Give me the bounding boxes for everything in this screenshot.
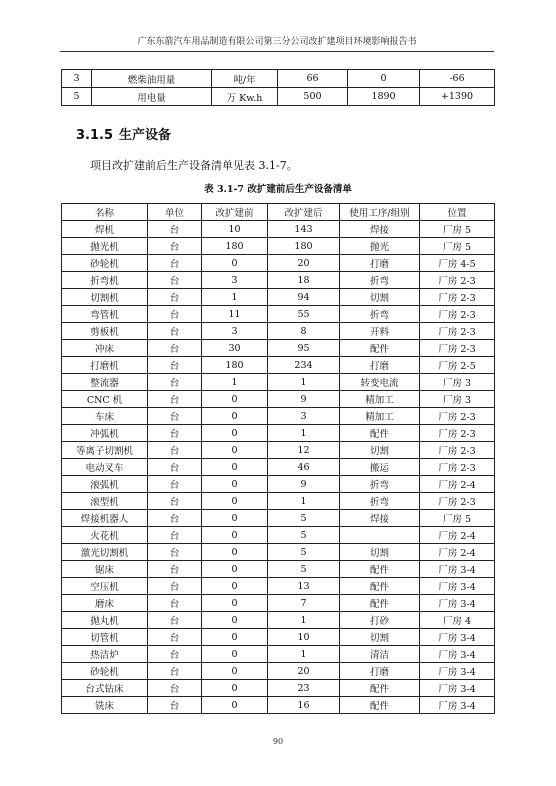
table-cell: 弯管机: [62, 306, 148, 323]
table-cell: 配件: [340, 697, 420, 714]
table-cell: 台: [148, 680, 202, 697]
table-cell: 厂房 5: [420, 221, 495, 238]
table-row: [62, 289, 495, 306]
table-row: [62, 357, 495, 374]
table-header-row: [62, 204, 495, 221]
resource-consumption-table: [61, 69, 495, 106]
table-cell: 0: [202, 612, 268, 629]
table-row: [62, 425, 495, 442]
table-cell: 焊接: [340, 221, 420, 238]
table-cell: 切割: [340, 544, 420, 561]
table-cell: 铣床: [62, 697, 148, 714]
table-cell: 焊接机器人: [62, 510, 148, 527]
table-cell: 5: [268, 510, 340, 527]
table-cell: 焊机: [62, 221, 148, 238]
table-cell: 激光切割机: [62, 544, 148, 561]
section-number: 3.1.5: [76, 128, 114, 143]
table-cell: 0: [202, 646, 268, 663]
table-cell: 配件: [340, 425, 420, 442]
table-cell: 折弯: [340, 476, 420, 493]
table-cell: 整流器: [62, 374, 148, 391]
table-cell: 台: [148, 629, 202, 646]
table-cell: 0: [202, 493, 268, 510]
table-cell: 折弯: [340, 306, 420, 323]
table-cell: 台: [148, 595, 202, 612]
table-cell: 7: [268, 595, 340, 612]
column-header: 改扩建后: [268, 204, 340, 221]
table-cell: 厂房 3-4: [420, 578, 495, 595]
table-cell: 滚型机: [62, 493, 148, 510]
table-cell: 厂房 2-3: [420, 272, 495, 289]
table-cell: 厂房 3-4: [420, 663, 495, 680]
table-cell: 0: [202, 697, 268, 714]
table-cell: 55: [268, 306, 340, 323]
column-header: 位置: [420, 204, 495, 221]
table-cell: 折弯机: [62, 272, 148, 289]
table-cell: 3: [62, 70, 92, 88]
table-row: [62, 612, 495, 629]
intro-paragraph: 项目改扩建前后生产设备清单见表 3.1-7。: [90, 159, 298, 172]
table-cell: 万 Kw.h: [212, 88, 278, 106]
table-cell: 火花机: [62, 527, 148, 544]
table-row: [62, 561, 495, 578]
table-cell: 台: [148, 408, 202, 425]
table-cell: 234: [268, 357, 340, 374]
table-cell: 厂房 3-4: [420, 697, 495, 714]
table-cell: 剪板机: [62, 323, 148, 340]
table-cell: 台: [148, 697, 202, 714]
table-cell: 折弯: [340, 272, 420, 289]
table-cell: 9: [268, 476, 340, 493]
table-cell: 0: [202, 425, 268, 442]
table-caption: 表 3.1-7 改扩建前后生产设备清单: [204, 184, 352, 195]
table-cell: 0: [202, 680, 268, 697]
table-cell: 打磨机: [62, 357, 148, 374]
table-cell: 厂房 2-3: [420, 493, 495, 510]
table-cell: 打砂: [340, 612, 420, 629]
table-row: [62, 663, 495, 680]
table-cell: 锯床: [62, 561, 148, 578]
table-cell: 1890: [348, 88, 420, 106]
table-cell: 厂房 3-4: [420, 629, 495, 646]
table-cell: 厂房 2-3: [420, 306, 495, 323]
table-cell: 搬运: [340, 459, 420, 476]
table-cell: 厂房 3-4: [420, 595, 495, 612]
table-cell: 转变电流: [340, 374, 420, 391]
table-row: [62, 578, 495, 595]
table-cell: 台: [148, 289, 202, 306]
table-cell: 0: [202, 510, 268, 527]
table-cell: 厂房 4-5: [420, 255, 495, 272]
table-cell: 0: [202, 391, 268, 408]
table-cell: 台: [148, 306, 202, 323]
section-heading: [76, 127, 177, 145]
table-cell: 0: [202, 255, 268, 272]
table-cell: 0: [202, 459, 268, 476]
table-cell: 厂房 3-4: [420, 561, 495, 578]
table-cell: 5: [62, 88, 92, 106]
table-cell: 厂房 2-3: [420, 323, 495, 340]
table-cell: 切割机: [62, 289, 148, 306]
table-cell: 9: [268, 391, 340, 408]
table-row: [62, 70, 495, 88]
table-cell: 切割: [340, 289, 420, 306]
table-cell: 0: [202, 527, 268, 544]
table-cell: 1: [268, 374, 340, 391]
table-cell: 8: [268, 323, 340, 340]
table-cell: +1390: [420, 88, 495, 106]
table-cell: 切割: [340, 442, 420, 459]
table-cell: 10: [268, 629, 340, 646]
section-title: 生产设备: [119, 128, 172, 143]
table-row: [62, 527, 495, 544]
table-cell: 清洁: [340, 646, 420, 663]
table-cell: 180: [202, 357, 268, 374]
table-cell: 台: [148, 238, 202, 255]
table-cell: 18: [268, 272, 340, 289]
table-cell: 配件: [340, 561, 420, 578]
table-cell: 打磨: [340, 663, 420, 680]
table-cell: 11: [202, 306, 268, 323]
table-cell: 30: [202, 340, 268, 357]
table-cell: 台: [148, 476, 202, 493]
table-cell: -66: [420, 70, 495, 88]
table-cell: 厂房 5: [420, 510, 495, 527]
table-row: [62, 238, 495, 255]
table-cell: 吨/年: [212, 70, 278, 88]
table-cell: 厂房 5: [420, 238, 495, 255]
table-cell: 23: [268, 680, 340, 697]
column-header: 改扩建前: [202, 204, 268, 221]
running-header: 广东东箭汽车用品制造有限公司第三分公司改扩建项目环境影响报告书: [137, 37, 417, 47]
table-cell: 台: [148, 442, 202, 459]
table-cell: 厂房 3: [420, 391, 495, 408]
table-cell: 精加工: [340, 391, 420, 408]
table-row: [62, 374, 495, 391]
table-cell: 台: [148, 561, 202, 578]
table-cell: 冲弧机: [62, 425, 148, 442]
table-row: [62, 493, 495, 510]
table-cell: 台: [148, 493, 202, 510]
table-row: [62, 510, 495, 527]
table-cell: 0: [202, 663, 268, 680]
table-cell: 台式钻床: [62, 680, 148, 697]
table-cell: 台: [148, 510, 202, 527]
table-row: [62, 442, 495, 459]
table-cell: 配件: [340, 680, 420, 697]
table-row: [62, 323, 495, 340]
table-row: [62, 255, 495, 272]
table-cell: 1: [202, 374, 268, 391]
table-cell: 厂房 4: [420, 612, 495, 629]
table-cell: 台: [148, 255, 202, 272]
table-cell: 等离子切割机: [62, 442, 148, 459]
table-cell: 180: [202, 238, 268, 255]
table-cell: 台: [148, 391, 202, 408]
table-cell: 3: [268, 408, 340, 425]
column-header: 使用工序/组别: [340, 204, 420, 221]
equipment-table: [61, 203, 495, 714]
table-cell: 180: [268, 238, 340, 255]
table-row: [62, 544, 495, 561]
table-cell: 抛光: [340, 238, 420, 255]
table-cell: 空压机: [62, 578, 148, 595]
table-cell: 1: [202, 289, 268, 306]
table-cell: 0: [348, 70, 420, 88]
table-cell: 台: [148, 663, 202, 680]
table-cell: 车床: [62, 408, 148, 425]
table-row: [62, 88, 495, 106]
table-cell: 抛丸机: [62, 612, 148, 629]
table-cell: 台: [148, 612, 202, 629]
table-cell: 台: [148, 323, 202, 340]
table-cell: 台: [148, 425, 202, 442]
table-cell: [340, 527, 420, 544]
table-cell: 台: [148, 544, 202, 561]
table-cell: 砂轮机: [62, 663, 148, 680]
table-row: [62, 459, 495, 476]
table-cell: 砂轮机: [62, 255, 148, 272]
column-header: 单位: [148, 204, 202, 221]
table-cell: 0: [202, 476, 268, 493]
header-rule: [60, 51, 494, 52]
table-cell: 焊接: [340, 510, 420, 527]
table-cell: 3: [202, 272, 268, 289]
table-cell: 5: [268, 527, 340, 544]
table-cell: 厂房 3: [420, 374, 495, 391]
table-cell: 66: [278, 70, 348, 88]
table-cell: 10: [202, 221, 268, 238]
table-cell: 台: [148, 459, 202, 476]
table-cell: 台: [148, 646, 202, 663]
table-row: [62, 697, 495, 714]
table-cell: 切管机: [62, 629, 148, 646]
table-cell: 20: [268, 255, 340, 272]
table-cell: 厂房 2-3: [420, 408, 495, 425]
table-cell: 热洁炉: [62, 646, 148, 663]
table-cell: 配件: [340, 340, 420, 357]
table-cell: 143: [268, 221, 340, 238]
table-cell: 20: [268, 663, 340, 680]
table-cell: 0: [202, 442, 268, 459]
table-cell: 1: [268, 493, 340, 510]
table-cell: 94: [268, 289, 340, 306]
table-cell: 500: [278, 88, 348, 106]
table-row: [62, 272, 495, 289]
table-cell: 燃柴油用量: [92, 70, 212, 88]
table-cell: 厂房 2-5: [420, 357, 495, 374]
table-cell: 0: [202, 544, 268, 561]
table-cell: 抛光机: [62, 238, 148, 255]
table-cell: 开料: [340, 323, 420, 340]
table-cell: 5: [268, 544, 340, 561]
table-cell: 打磨: [340, 255, 420, 272]
table-cell: 配件: [340, 595, 420, 612]
table-cell: 16: [268, 697, 340, 714]
table-cell: 精加工: [340, 408, 420, 425]
table-cell: 台: [148, 357, 202, 374]
table-row: [62, 476, 495, 493]
table-cell: 厂房 2-4: [420, 527, 495, 544]
table-cell: 0: [202, 595, 268, 612]
table-cell: 滚弧机: [62, 476, 148, 493]
table-cell: 厂房 2-4: [420, 476, 495, 493]
table-cell: 电动叉车: [62, 459, 148, 476]
table-cell: 5: [268, 561, 340, 578]
table-cell: 台: [148, 272, 202, 289]
table-row: [62, 306, 495, 323]
table-cell: 0: [202, 629, 268, 646]
table-cell: 打磨: [340, 357, 420, 374]
table-cell: 磨床: [62, 595, 148, 612]
table-cell: 0: [202, 578, 268, 595]
table-cell: 厂房 2-3: [420, 340, 495, 357]
table-cell: 0: [202, 561, 268, 578]
table-cell: 台: [148, 221, 202, 238]
table-cell: CNC 机: [62, 391, 148, 408]
table-row: [62, 629, 495, 646]
table-row: [62, 221, 495, 238]
column-header: 名称: [62, 204, 148, 221]
table-cell: 台: [148, 340, 202, 357]
table-row: [62, 340, 495, 357]
table-cell: 厂房 2-3: [420, 442, 495, 459]
table-cell: 1: [268, 425, 340, 442]
table-cell: 冲床: [62, 340, 148, 357]
table-cell: 厂房 2-3: [420, 289, 495, 306]
table-cell: 用电量: [92, 88, 212, 106]
table-cell: 厂房 2-3: [420, 425, 495, 442]
table-cell: 厂房 3-4: [420, 646, 495, 663]
table-cell: 厂房 2-3: [420, 459, 495, 476]
table-cell: 3: [202, 323, 268, 340]
table-cell: 0: [202, 408, 268, 425]
table-cell: 配件: [340, 578, 420, 595]
page-number: 90: [272, 737, 284, 746]
table-cell: 切割: [340, 629, 420, 646]
table-cell: 95: [268, 340, 340, 357]
table-cell: 台: [148, 578, 202, 595]
table-cell: 厂房 3-4: [420, 680, 495, 697]
table-cell: 厂房 2-4: [420, 544, 495, 561]
table-row: [62, 680, 495, 697]
table-cell: 46: [268, 459, 340, 476]
table-cell: 台: [148, 374, 202, 391]
table-cell: 1: [268, 646, 340, 663]
table-row: [62, 595, 495, 612]
table-row: [62, 646, 495, 663]
table-row: [62, 408, 495, 425]
table-cell: 折弯: [340, 493, 420, 510]
table-cell: 1: [268, 612, 340, 629]
table-cell: 12: [268, 442, 340, 459]
table-row: [62, 391, 495, 408]
table-cell: 台: [148, 527, 202, 544]
table-cell: 13: [268, 578, 340, 595]
